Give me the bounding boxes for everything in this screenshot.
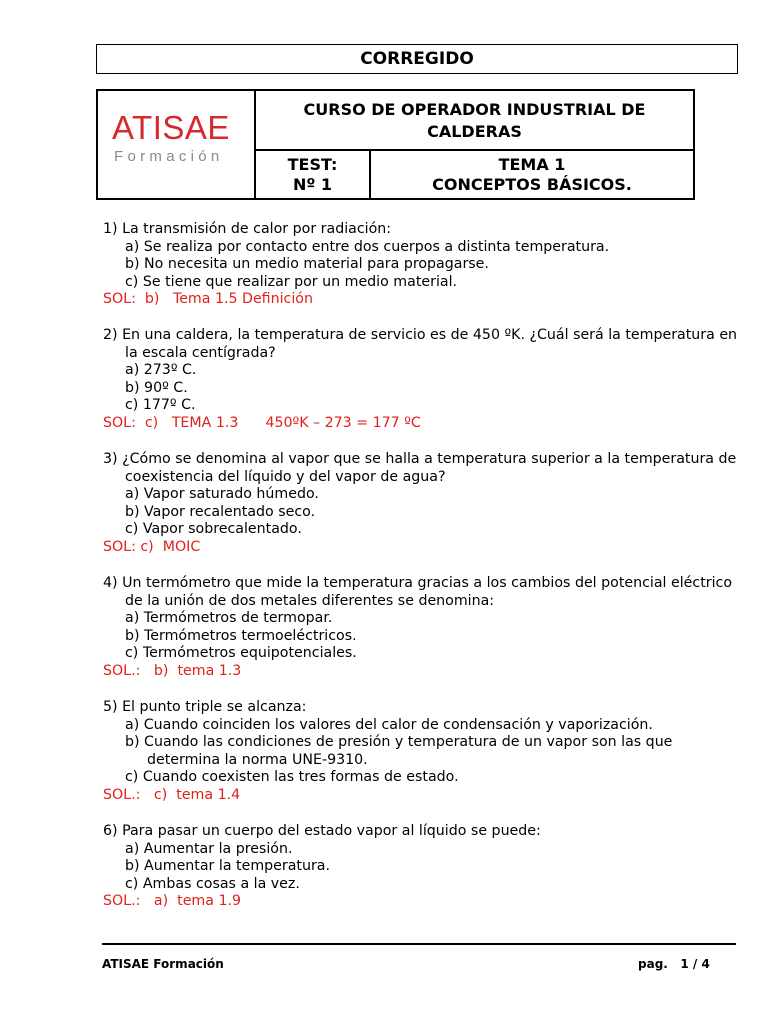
option-b: b) Aumentar la temperatura. xyxy=(125,858,330,875)
logo-name: ATISAE xyxy=(112,109,230,146)
option-c: c) Vapor sobrecalentado. xyxy=(125,521,302,538)
question-3 xyxy=(103,451,743,557)
footer-brand: ATISAE Formación xyxy=(102,957,224,971)
course-title xyxy=(256,91,693,151)
question-text: 2) En una caldera, la temperatura de servicio es de 450 ºK. ¿Cuál será la temperatura en la escala centígrada? xyxy=(103,327,738,361)
page-number: pag. 1 / 4 xyxy=(638,957,710,971)
solution: SOL: c) TEMA 1.3 450ºK – 273 = 177 ºC xyxy=(103,414,421,431)
question-text: 5) El punto triple se alcanza: xyxy=(103,699,307,715)
tema-name: CONCEPTOS BÁSICOS. xyxy=(432,175,632,194)
test-value: Nº 1 xyxy=(292,175,333,194)
question-1 xyxy=(103,221,743,309)
header-table xyxy=(96,89,695,200)
solution: SOL.: a) tema 1.9 xyxy=(103,893,242,910)
solution: SOL: c) MOIC xyxy=(103,538,201,555)
option-c: c) Se tiene que realizar por un medio material. xyxy=(125,273,458,290)
question-text: 3) ¿Cómo se denomina al vapor que se halla a temperatura superior a la temperatura de coexistencia del líquido y del vapor de agua? xyxy=(103,451,737,485)
logo-subtitle: Formación xyxy=(114,148,224,165)
footer-divider xyxy=(102,943,736,945)
option-c: c) Cuando coexisten las tres formas de estado. xyxy=(125,769,459,786)
test-label: TEST: xyxy=(287,155,338,174)
option-c: c) Ambas cosas a la vez. xyxy=(125,875,300,892)
test-number xyxy=(256,151,371,198)
option-a: a) Aumentar la presión. xyxy=(125,840,293,857)
solution: SOL: b) Tema 1.5 Definición xyxy=(103,291,313,308)
solution: SOL.: c) tema 1.4 xyxy=(103,786,241,803)
question-6 xyxy=(103,823,743,911)
logo xyxy=(98,91,256,198)
question-2 xyxy=(103,327,743,433)
option-a: a) Vapor saturado húmedo. xyxy=(125,486,319,503)
option-b: b) 90º C. xyxy=(125,379,188,396)
option-b: b) Termómetros termoeléctricos. xyxy=(125,627,357,644)
course-title-line2: CALDERAS xyxy=(427,122,522,141)
course-title-line1: CURSO DE OPERADOR INDUSTRIAL DE xyxy=(303,100,646,119)
question-5 xyxy=(103,699,743,805)
option-a: a) Termómetros de termopar. xyxy=(125,610,333,627)
option-c: c) Termómetros equipotenciales. xyxy=(125,645,357,662)
question-text: 1) La transmisión de calor por radiación: xyxy=(103,221,392,237)
tema-title xyxy=(371,151,693,202)
question-4 xyxy=(103,575,743,681)
option-b: b) No necesita un medio material para propagarse. xyxy=(125,256,489,273)
solution: SOL.: b) tema 1.3 xyxy=(103,662,242,679)
option-a: a) 273º C. xyxy=(125,362,197,379)
option-a: a) Cuando coinciden los valores del calor de condensación y vaporización. xyxy=(125,716,653,733)
question-text: 4) Un termómetro que mide la temperatura gracias a los cambios del potencial eléctrico de la unión de dos metales diferentes se denomina: xyxy=(103,575,733,609)
option-b: b) Cuando las condiciones de presión y temperatura de un vapor son las que determina la norma UNE-9310. xyxy=(125,734,673,768)
question-text: 6) Para pasar un cuerpo del estado vapor al líquido se puede: xyxy=(103,823,541,839)
option-b: b) Vapor recalentado seco. xyxy=(125,503,316,520)
corregido-banner: CORREGIDO xyxy=(96,44,738,74)
option-a: a) Se realiza por contacto entre dos cuerpos a distinta temperatura. xyxy=(125,238,610,255)
tema-number: TEMA 1 xyxy=(498,155,566,174)
option-c: c) 177º C. xyxy=(125,397,196,414)
